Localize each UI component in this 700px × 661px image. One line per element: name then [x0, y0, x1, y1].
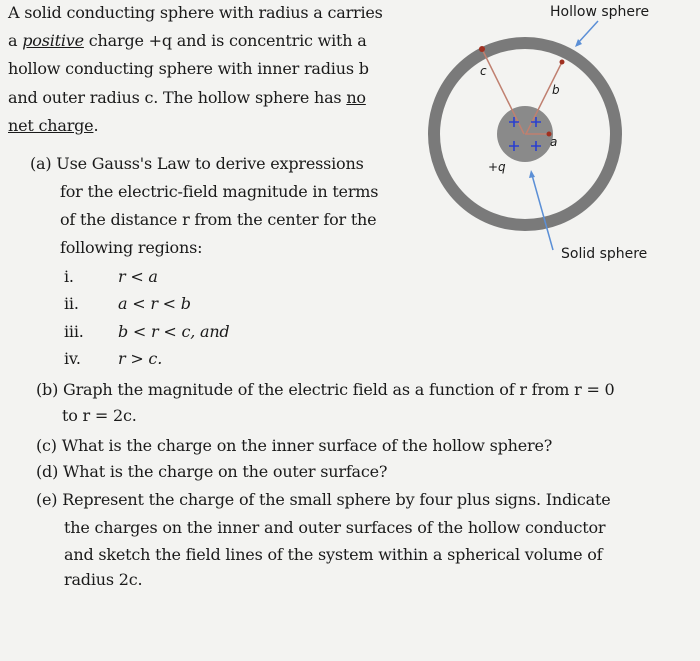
- part-b-line-2: to r = 2c.: [62, 406, 137, 425]
- hollow-arrow: [578, 21, 598, 43]
- radius-b-dot: [560, 60, 565, 65]
- item-text: r > c.: [118, 349, 163, 368]
- positive-underlined: positive: [22, 31, 84, 50]
- intro-line-1: A solid conducting sphere with radius a carries: [8, 3, 383, 22]
- item-num: i.: [64, 267, 74, 286]
- text: and outer radius c. The hollow sphere has: [8, 88, 347, 107]
- item-text: r < a: [118, 267, 158, 286]
- item-num: iv.: [64, 349, 81, 368]
- a-label: a: [550, 135, 558, 149]
- solid-sphere-label: Solid sphere: [561, 246, 648, 262]
- part-a-line-1: (a) Use Gauss's Law to derive expressions: [30, 154, 364, 173]
- hollow-sphere-label: Hollow sphere: [550, 4, 650, 20]
- part-b-line-1: (b) Graph the magnitude of the electric field as a function of r from r = 0: [36, 380, 615, 399]
- solid-arrowhead: [529, 170, 535, 178]
- radius-c-dot: [479, 46, 485, 52]
- part-e-line-3: and sketch the field lines of the system within a spherical volume of: [64, 545, 603, 564]
- text: charge +q and is concentric with a: [83, 31, 367, 50]
- item-text: b < r < c, and: [118, 322, 230, 341]
- part-e-line-2: the charges on the inner and outer surfaces of the hollow conductor: [64, 518, 606, 537]
- item-num: ii.: [64, 294, 79, 313]
- part-a-line-3: of the distance r from the center for the: [60, 210, 377, 229]
- b-label: b: [552, 83, 560, 97]
- part-d: (d) What is the charge on the outer surface?: [36, 462, 388, 481]
- item-num: iii.: [64, 322, 84, 341]
- q-label: +q: [488, 160, 506, 174]
- intro-line-3: hollow conducting sphere with inner radius b: [8, 59, 369, 78]
- part-e-line-4: radius 2c.: [64, 570, 143, 589]
- part-a-line-4: following regions:: [60, 238, 203, 257]
- solid-arrow: [532, 175, 553, 250]
- part-e-line-1: (e) Represent the charge of the small sphere by four plus signs. Indicate: [36, 490, 611, 509]
- net-charge-underlined: net charge: [8, 116, 94, 135]
- part-a-line-2: for the electric-field magnitude in terms: [60, 182, 379, 201]
- part-c: (c) What is the charge on the inner surface of the hollow sphere?: [36, 436, 553, 455]
- no-underlined: no: [346, 88, 366, 107]
- text: .: [93, 116, 99, 135]
- c-label: c: [480, 64, 487, 78]
- text: a: [8, 31, 23, 50]
- item-text: a < r < b: [118, 294, 191, 313]
